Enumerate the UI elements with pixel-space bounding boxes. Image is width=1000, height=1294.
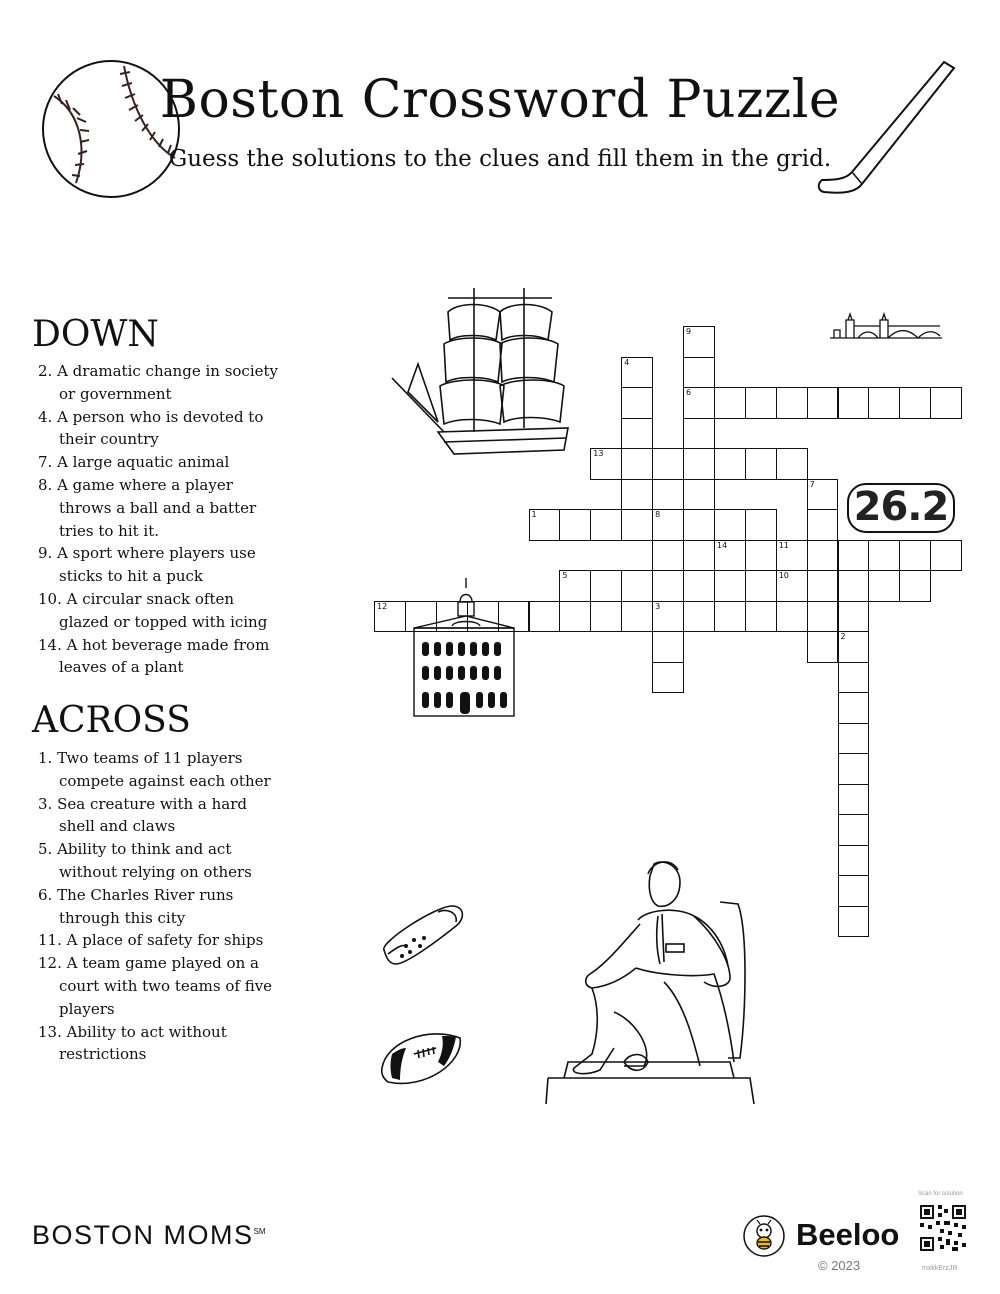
across-clue: 12. A team game played on a court with two teams of five players <box>38 954 273 1018</box>
grid-cell[interactable] <box>590 570 622 602</box>
grid-cell[interactable] <box>868 540 900 572</box>
copyright: © 2023 <box>818 1258 861 1273</box>
cannoli-icon <box>376 898 466 970</box>
bee-icon <box>742 1214 786 1258</box>
football-icon <box>378 1028 466 1088</box>
grid-cell[interactable] <box>807 631 839 663</box>
grid-cell[interactable] <box>621 448 653 480</box>
down-clue: 14. A hot beverage made from leaves of a plant <box>38 635 270 677</box>
grid-cell[interactable] <box>838 387 870 419</box>
grid-cell[interactable] <box>807 387 839 419</box>
grid-cell[interactable] <box>683 357 715 389</box>
grid-cell[interactable] <box>529 509 561 541</box>
grid-cell[interactable] <box>652 662 684 694</box>
marathon-badge <box>846 480 956 536</box>
across-heading: ACROSS <box>32 700 191 741</box>
qr-code-icon[interactable] <box>918 1203 968 1253</box>
grid-cell[interactable] <box>745 448 777 480</box>
clue-number: 8 <box>655 510 661 519</box>
grid-cell[interactable] <box>621 570 653 602</box>
grid-cell[interactable] <box>838 692 870 724</box>
grid-cell[interactable] <box>559 601 591 633</box>
grid-cell[interactable] <box>776 540 808 572</box>
down-heading: DOWN <box>32 314 159 355</box>
grid-cell[interactable] <box>745 570 777 602</box>
across-clue-list <box>38 747 278 1066</box>
beeloo-logo-text: Beeloo <box>796 1217 900 1252</box>
grid-cell[interactable] <box>559 570 591 602</box>
clue-number: 1 <box>531 510 537 519</box>
down-clue: 7. A large aquatic animal <box>38 453 230 472</box>
statue-icon <box>544 852 760 1104</box>
grid-cell[interactable] <box>652 540 684 572</box>
across-clue: 5. Ability to think and act without relying on others <box>38 840 252 881</box>
grid-cell[interactable] <box>838 845 870 877</box>
grid-cell[interactable] <box>745 601 777 633</box>
across-clue: 3. Sea creature with a hard shell and claws <box>38 794 248 836</box>
grid-cell[interactable] <box>714 448 746 480</box>
clue-number: 2 <box>840 632 846 641</box>
bridge-icon <box>828 312 944 344</box>
grid-cell[interactable] <box>807 601 839 633</box>
grid-cell[interactable] <box>683 418 715 450</box>
grid-cell[interactable] <box>838 814 870 846</box>
grid-cell[interactable] <box>683 387 715 419</box>
ship-icon <box>388 282 584 462</box>
grid-cell[interactable] <box>838 906 870 938</box>
clue-number: 5 <box>562 571 568 580</box>
grid-cell[interactable] <box>590 448 622 480</box>
grid-cell[interactable] <box>868 570 900 602</box>
grid-cell[interactable] <box>899 387 931 419</box>
grid-cell[interactable] <box>683 509 715 541</box>
down-clue: 2. A dramatic change in society or government <box>38 362 278 403</box>
page-subtitle: Guess the solutions to the clues and fill them in the grid. <box>168 146 832 172</box>
grid-cell[interactable] <box>652 601 684 633</box>
clue-number: 12 <box>377 601 388 611</box>
grid-cell[interactable] <box>714 601 746 633</box>
grid-cell[interactable] <box>714 387 746 419</box>
grid-cell[interactable] <box>652 509 684 541</box>
grid-cell[interactable] <box>621 479 653 511</box>
grid-cell[interactable] <box>745 387 777 419</box>
clue-number: 11 <box>778 540 789 550</box>
grid-cell[interactable] <box>745 509 777 541</box>
grid-cell[interactable] <box>838 723 870 755</box>
grid-cell[interactable] <box>590 509 622 541</box>
clue-number: 9 <box>686 327 692 336</box>
across-clue: 6. The Charles River runs through this city <box>38 885 234 927</box>
grid-cell[interactable] <box>899 570 931 602</box>
grid-cell[interactable] <box>714 570 746 602</box>
grid-cell[interactable] <box>683 570 715 602</box>
boston-moms-logo-text: BOSTON MOMS <box>32 1220 254 1250</box>
clue-number: 14 <box>716 540 728 550</box>
grid-cell[interactable] <box>776 570 808 602</box>
grid-cell[interactable] <box>838 631 870 663</box>
grid-cell[interactable] <box>807 509 839 541</box>
grid-cell[interactable] <box>683 479 715 511</box>
grid-cell[interactable] <box>683 448 715 480</box>
across-clue: 11. A place of safety for ships <box>38 931 264 950</box>
grid-cell[interactable] <box>776 601 808 633</box>
grid-cell[interactable] <box>652 570 684 602</box>
down-clue: 4. A person who is devoted to their country <box>38 407 264 449</box>
grid-cell[interactable] <box>621 418 653 450</box>
grid-cell[interactable] <box>930 387 962 419</box>
grid-cell[interactable] <box>838 875 870 907</box>
scan-label: Scan for solution <box>918 1191 963 1197</box>
faneuil-hall-icon <box>410 578 518 718</box>
service-mark: SM <box>253 1227 266 1236</box>
grid-cell[interactable] <box>930 540 962 572</box>
across-clue: 13. Ability to act without restrictions <box>38 1022 227 1064</box>
grid-cell[interactable] <box>652 631 684 663</box>
grid-cell[interactable] <box>899 540 931 572</box>
grid-cell[interactable] <box>838 601 870 633</box>
grid-cell[interactable] <box>559 509 591 541</box>
grid-cell[interactable] <box>714 540 746 572</box>
down-clue: 9. A sport where players use sticks to hit a puck <box>38 544 256 586</box>
grid-cell[interactable] <box>776 387 808 419</box>
marathon-badge-text: 26.2 <box>853 484 949 530</box>
qr-code-id: mxkkErzJR <box>922 1265 958 1272</box>
grid-cell[interactable] <box>621 387 653 419</box>
grid-cell[interactable] <box>838 662 870 694</box>
boston-moms-logo <box>32 1220 266 1251</box>
grid-cell[interactable] <box>838 570 870 602</box>
grid-cell[interactable] <box>683 601 715 633</box>
grid-cell[interactable] <box>776 448 808 480</box>
grid-cell[interactable] <box>621 601 653 633</box>
grid-cell[interactable] <box>714 509 746 541</box>
clue-number: 13 <box>593 449 604 458</box>
across-clue: 1. Two teams of 11 players compete against each other <box>38 749 271 790</box>
down-clue: 10. A circular snack often glazed or topped with icing <box>38 589 268 631</box>
grid-cell[interactable] <box>807 479 839 511</box>
grid-cell[interactable] <box>807 570 839 602</box>
grid-cell[interactable] <box>590 601 622 633</box>
grid-cell[interactable] <box>621 509 653 541</box>
clue-number: 10 <box>778 571 789 580</box>
grid-cell[interactable] <box>838 753 870 785</box>
clue-number: 6 <box>686 388 692 397</box>
grid-cell[interactable] <box>868 387 900 419</box>
page-title: Boston Crossword Puzzle <box>159 70 841 130</box>
grid-cell[interactable] <box>374 601 406 633</box>
grid-cell[interactable] <box>838 784 870 816</box>
down-clue-list <box>38 360 278 679</box>
grid-cell[interactable] <box>838 540 870 572</box>
grid-cell[interactable] <box>683 326 715 358</box>
clue-number: 7 <box>809 479 815 489</box>
grid-cell[interactable] <box>529 601 561 633</box>
down-clue: 8. A game where a player throws a ball and a batter tries to hit it. <box>38 475 257 540</box>
grid-cell[interactable] <box>807 540 839 572</box>
grid-cell[interactable] <box>621 357 653 389</box>
grid-cell[interactable] <box>652 448 684 480</box>
clue-number: 3 <box>655 601 661 611</box>
clue-number: 4 <box>624 357 630 367</box>
